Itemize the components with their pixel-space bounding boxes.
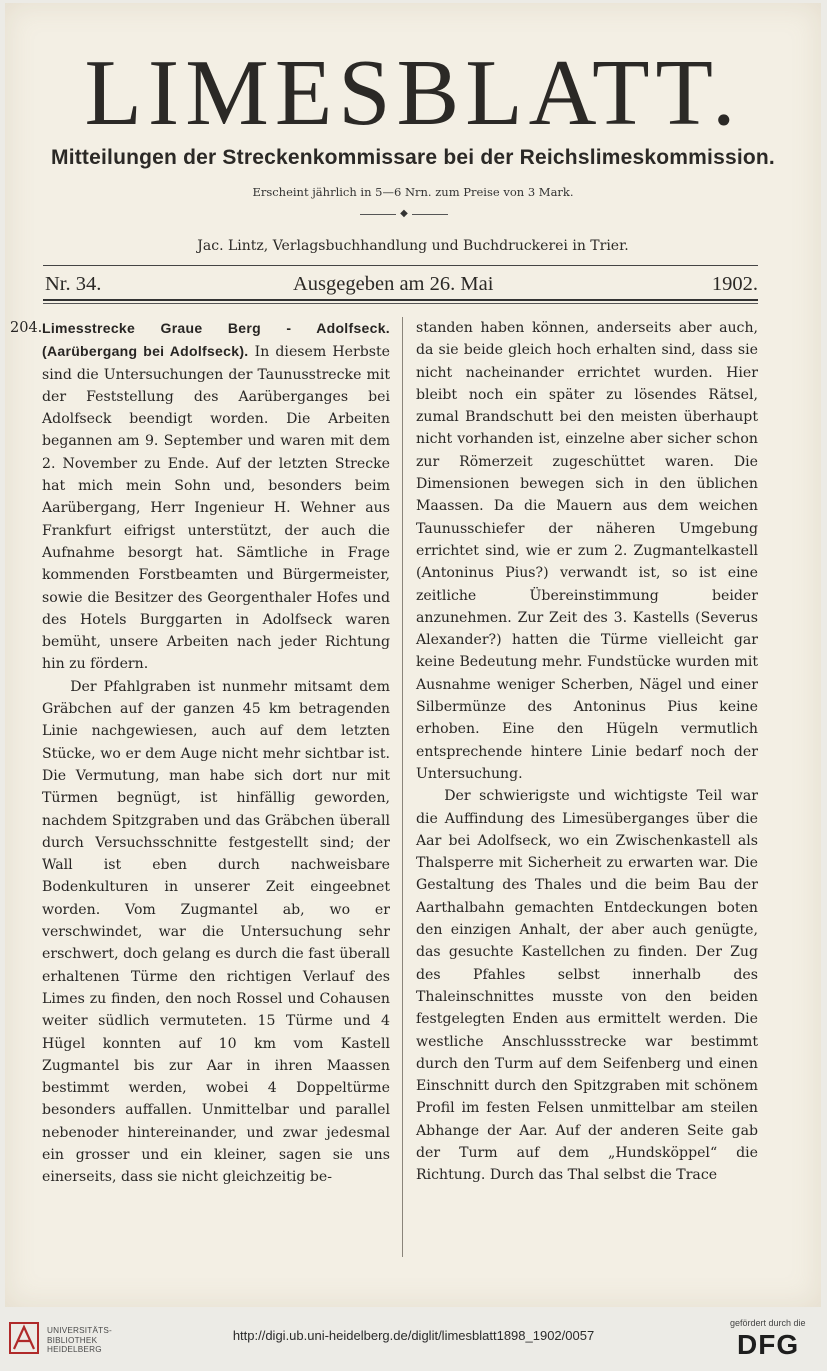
- ornament-diamond-icon: ◆: [400, 208, 408, 219]
- newspaper-page: [5, 3, 821, 1307]
- article-paragraph: Der schwierigste und wichtigste Teil war die Auffindung des Limesüberganges über die Aar bei Adolfseck, wo ein Zwischenkastell als Thalsperre mit Sicherheit zu erwarten war. Die Gestaltung des Thales und die beim Bau der Aarthalbahn gemachten Entdeckungen boten den einzigen Anhalt, der aber auch genügte, das gesuchte Kastellchen zu finden. Der Zug des Pfahles selbst innerhalb des Thaleinschnittes musste von den beiden festgelegten Enden aus ermittelt werden. Die westliche Anschlussstrecke war bestimmt durch den Turm auf dem Seifenberg und einen Einschnitt durch den Spitzgraben mit schönem Profil im festen Felsen unmittelbar am steilen Abhange der Aar. Auf der anderen Seite gab der Turm auf dem „Hundsköppel“ die Richtung. Durch das Thal selbst die Trace: [416, 788, 758, 1184]
- text-column-left: [42, 317, 390, 1189]
- issue-rule-top: [43, 265, 758, 266]
- article-number: 204.: [10, 320, 43, 336]
- masthead-subtitle: Mitteilungen der Streckenkommissare bei der Reichslimeskommission.: [51, 146, 775, 169]
- ornament-rule-right: [412, 214, 448, 215]
- article-paragraph: standen haben können, anderseits aber auch, da sie beide gleich hoch erhalten sind, dass sie nicht nacheinander errichtet wurden. Hier bleibt noch ein später zu lösendes Rätsel, zumal Brandschutt bei den meisten überhaupt nicht vorhanden ist, einzelne aber sicher schon zur Römerzeit zugeschüttet waren. Die Dimensionen bewegen sich in den üblichen Maassen. Da die Mauern aus dem weichen Taunusschiefer der näheren Umgebung errichtet sind, wie er zum 2. Zugmantelkastell (Antoninus Pius?) verwandt ist, so ist eine zeitliche Übereinstimmung beider anzunehmen. Zur Zeit des 3. Kastells (Severus Alexander?) hatten die Türme vielleicht gar keine Bedeutung mehr. Fundstücke wurden mit Ausnahme weniger Scherben, Nägel und einer Silbermünze des Antoninus Pius keine erhoben. Eine den Hügeln vermutlich entsprechende hintere Linie bedarf noch der Untersuchung.: [416, 320, 758, 782]
- ornament-rule-left: [360, 214, 396, 215]
- library-name-line: BIBLIOTHEK: [47, 1335, 98, 1345]
- ornament-divider: [360, 208, 448, 220]
- library-name-line: HEIDELBERG: [47, 1345, 102, 1354]
- publisher-line: Jac. Lintz, Verlagsbuchhandlung und Buchdruckerei in Trier.: [197, 238, 629, 254]
- funding-note: gefördert durch die: [730, 1318, 806, 1328]
- dfg-logo: DFG: [737, 1329, 800, 1360]
- article-title: Limesstrecke Graue Berg - Adolfseck. (Aarübergang bei Adolfseck).: [42, 320, 390, 360]
- article-paragraph: [42, 317, 390, 676]
- issue-line: [43, 269, 758, 299]
- issue-rule-bottom: [43, 299, 758, 301]
- permalink-url[interactable]: http://digi.ub.uni-heidelberg.de/diglit/limesblatt1898_1902/0057: [232, 1328, 595, 1343]
- publication-frequency: Erscheint jährlich in 5—6 Nrn. zum Preise von 3 Mark.: [252, 185, 574, 199]
- issue-number: Nr. 34.: [45, 273, 102, 295]
- article-paragraph-text: In diesem Herbste sind die Untersuchungen der Taunusstrecke mit der Feststellung des Aarüberganges bei Adolfseck beendigt worden. Die Arbeiten begannen am 9. September und waren mit dem 2. November zu Ende. Auf der letzten Strecke hat mich mein Sohn und, besonders beim Aarübergang, Herr Ingenieur H. Wehner aus Frankfurt eifrigst unterstützt, der auch die Aufnahme besorgt hat. Sämtliche in Frage kommenden Forstbeamten und Bürgermeister, sowie die Besitzer des Georgenthaler Hofes und des Hotels Burggarten in Adolfseck waren bemüht, unsere Arbeiten nach jeder Richtung hin zu fördern.: [42, 344, 390, 673]
- issue-rule-bottom-thin: [43, 303, 758, 304]
- text-column-right: [416, 317, 758, 1187]
- column-divider: [402, 317, 403, 1257]
- article-paragraph: Der Pfahlgraben ist nunmehr mitsamt dem Gräbchen auf der ganzen 45 km betragenden Linie nachgewiesen, auch auf dem letzten Stücke, wo er dem Auge nicht mehr sichtbar ist. Die Vermutung, man habe sich dort nur mit Türmen begnügt, ist hinfällig geworden, nachdem Spitzgraben und das Gräbchen überall durch Versuchsschnitte festgestellt sind; der Wall ist eben durch nachweisbare Bodenkulturen in unserer Zeit eingeebnet worden. Vom Zugmantel ab, wo er verschwindet, war die Untersuchung sehr erschwert, doch gelang es durch die fast überall erhaltenen Türme den richtigen Verlauf des Limes zu finden, den noch Rossel und Cohausen weiter südlich vermuteten. 15 Türme und 4 Hügel konnten auf 10 km vom Kastell Zugmantel bis zur Aar in ihren Maassen bestimmt werden, wobei 4 Doppeltürme besonders auffallen. Unmittelbar und parallel nebenoder hintereinander, und zwar jedesmal ein grosser und ein kleiner, sagen sie uns einerseits, dass sie nicht gleichzeitig be-: [42, 678, 390, 1186]
- viewer-footer: [0, 1307, 827, 1371]
- issue-year: 1902.: [711, 273, 758, 295]
- issue-date: Ausgegeben am 26. Mai: [293, 273, 494, 295]
- library-name-line: UNIVERSITÄTS-: [47, 1326, 112, 1335]
- masthead-title: LIMESBLATT.: [84, 41, 742, 145]
